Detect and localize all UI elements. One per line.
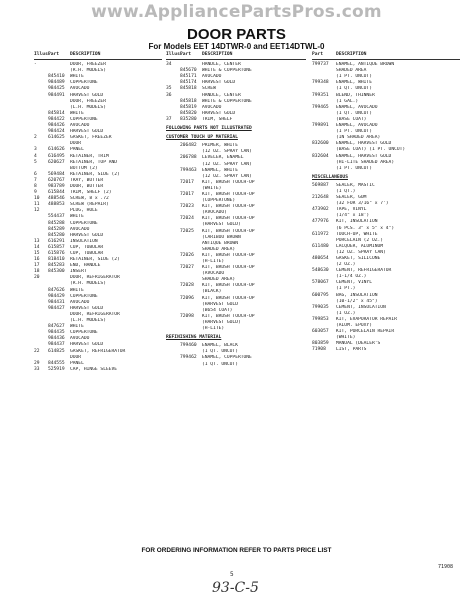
part-description: CEMENT, VINYL xyxy=(336,280,372,286)
part-description: (6 PCS. 3" x 5" x 4") xyxy=(336,225,395,231)
part-description: HARVEST GOLD xyxy=(70,342,104,348)
part-number: 480654 xyxy=(312,256,329,261)
handwritten-note: 93-C-5 xyxy=(212,580,259,596)
part-number: 845288 xyxy=(48,220,65,226)
part-description: KIT, BRUSH TOUCH-UP xyxy=(202,204,255,210)
part-number: 984425 xyxy=(48,86,65,92)
part-number: 799737 xyxy=(312,62,329,68)
part-number: 620627 xyxy=(48,159,65,165)
part-description: AVOCADO xyxy=(70,123,90,129)
part-number: 847626 xyxy=(48,287,65,293)
part-description: RETAINER, TOP AND xyxy=(70,159,118,165)
part-number: 578067 xyxy=(312,280,329,286)
part-number: 611480 xyxy=(312,243,329,249)
ordering-footer: FOR ORDERING INFORMATION REFER TO PARTS PRICE LIST xyxy=(141,547,332,554)
part-description: KIT, INSULATION xyxy=(336,219,378,225)
illus-number: 10 xyxy=(34,196,40,202)
illus-number: 35 xyxy=(166,86,172,92)
part-description: KIT, BRUSH TOUCH-UP xyxy=(202,179,255,185)
part-description: (1-1/4 OZ.) xyxy=(336,274,367,280)
part-description: WHITE xyxy=(70,287,84,293)
part-description: RETAINER, SIDE (2) xyxy=(70,171,120,177)
part-number: 832600 xyxy=(312,141,329,147)
part-description: TOUCH-UP, WHITE xyxy=(336,231,378,237)
part-description: DOOR, FREEZER xyxy=(70,98,106,104)
part-description: (1 OZ.) xyxy=(336,310,356,316)
part-description: INSULATION xyxy=(70,238,98,244)
part-description: DOOR, REFRIGERATOR xyxy=(70,275,120,281)
illus-number: 14 xyxy=(34,244,40,250)
part-number: 614825 xyxy=(48,348,65,354)
part-description: SEALER, GUM xyxy=(336,195,367,201)
part-description: KIT, BRUSH TOUCH-UP xyxy=(202,283,255,289)
part-description: CAP, HINGE SLEEVE xyxy=(70,366,118,372)
part-description: LIST, PARTS xyxy=(336,347,367,353)
part-number: 548630 xyxy=(312,268,329,274)
part-description: (HARVEST GOLD) xyxy=(202,222,241,228)
part-description: WHITE xyxy=(70,324,84,330)
part-description: ENAMEL, AVOCADO xyxy=(336,104,378,110)
part-description: PANEL xyxy=(70,360,84,366)
illus-number: 37 xyxy=(166,116,172,122)
part-description: PANEL xyxy=(70,147,84,153)
part-description: ENAMEL, ANTIQUE BROWN xyxy=(336,62,395,68)
part-description: COPPERTONE xyxy=(70,116,98,122)
part-number: 845818 xyxy=(180,98,197,104)
section-heading: MISCELLANEOUS xyxy=(312,174,348,180)
part-description: RETAINER, TRIM xyxy=(70,153,109,159)
part-description: (32 FOR 3/16" x 7') xyxy=(336,201,389,207)
part-description: BOTTOM (2) xyxy=(70,165,98,171)
part-number: 614625 xyxy=(48,135,65,141)
part-number: 206788 xyxy=(180,155,197,161)
part-description: SCREW, 8 x .72 xyxy=(70,196,109,202)
section-heading: REFINISHING MATERIAL xyxy=(166,335,222,341)
part-description: (HARVEST GOLD) xyxy=(202,319,241,325)
parts-list xyxy=(312,183,460,354)
part-number: 984427 xyxy=(48,305,65,311)
illus-number: 34 xyxy=(166,62,172,68)
part-number: 984436 xyxy=(48,336,65,342)
part-number: 803859 xyxy=(312,341,329,347)
part-description: (R.H. MODELS) xyxy=(70,68,106,74)
header-illus: Illus. xyxy=(166,52,183,57)
parts-column-2 xyxy=(166,52,306,368)
part-description: ENAMEL, WHITE xyxy=(336,80,372,86)
part-number: 72027 xyxy=(180,265,194,271)
part-description: KIT, BRUSH TOUCH-UP xyxy=(202,265,255,271)
illus-number: 20 xyxy=(34,275,40,281)
part-description: END, HANDLE xyxy=(70,263,101,269)
illus-number: 11 xyxy=(34,202,40,208)
part-description: KIT, BRUSH TOUCH-UP xyxy=(202,295,255,301)
part-description: DOOR, BUTTER xyxy=(70,183,104,189)
section-heading: FOLLOWING PARTS NOT ILLUSTRATED xyxy=(166,126,252,132)
illus-number: 12 xyxy=(34,208,40,214)
illus-number: 33 xyxy=(34,366,40,372)
part-number: 72028 xyxy=(180,283,194,289)
header-description: DESCRIPTION xyxy=(336,52,367,57)
part-description: KIT, BRUSH TOUCH-UP xyxy=(202,252,255,258)
part-number: 600795 xyxy=(312,292,329,298)
illus-number: 36 xyxy=(166,92,172,98)
part-number: 569484 xyxy=(48,171,65,177)
header-description: DESCRIPTION xyxy=(70,52,101,57)
part-number: 615857 xyxy=(48,244,65,250)
illus-number: 2 xyxy=(34,135,37,141)
illus-number: 7 xyxy=(34,177,37,183)
part-description: SHADED AREA) xyxy=(202,277,236,283)
part-description: (AVOCADO) xyxy=(202,210,227,216)
part-description: CEMENT, INSULATION xyxy=(336,304,386,310)
parts-list xyxy=(166,343,306,367)
part-number xyxy=(180,362,202,368)
part-description: (1 PT. UNCUT) xyxy=(336,165,372,171)
parts-list xyxy=(166,62,306,123)
part-number: 845819 xyxy=(180,104,197,110)
part-description: ENAMEL, AVOCADO xyxy=(336,123,378,129)
part-description: SHADED AREA xyxy=(336,68,367,74)
part-description: RETAINER, SIDE (2) xyxy=(70,257,120,263)
part-description: (12 OZ. SPRAY CAN) xyxy=(336,249,386,255)
part-number: 72017 xyxy=(180,191,194,197)
part-description: KIT, EVAPORATOR REPAIR xyxy=(336,316,397,322)
part-description: (L.H. MODELS) xyxy=(70,318,106,324)
part-description: TRAY, BUTTER xyxy=(70,177,104,183)
part-description: INSERT xyxy=(70,269,87,275)
part-description: DOOR xyxy=(70,141,82,147)
part-description: (HI-LITE SHADED AREA) xyxy=(336,159,395,165)
header-description: DESCRIPTION xyxy=(202,52,233,57)
part-description: (12 OZ. SPRAY CAN) xyxy=(202,173,252,179)
parts-list xyxy=(166,143,306,332)
part-description: AVOCADO xyxy=(70,226,90,232)
part-number: 72096 xyxy=(180,295,194,301)
illus-number xyxy=(166,326,180,332)
part-description: ENAMEL, HARVEST GOLD xyxy=(336,141,392,147)
part-description: TRIM, SHELF xyxy=(202,116,233,122)
part-description: (1 PT.) xyxy=(336,286,356,292)
part-description: (WHITE) xyxy=(336,335,356,341)
parts-list xyxy=(34,62,162,373)
illus-number: 17 xyxy=(34,263,40,269)
part-description: (1 QT. UNCUT) xyxy=(336,110,372,116)
part-number: 206482 xyxy=(180,143,197,149)
part-number: 72098 xyxy=(180,313,194,319)
part-number: 845820 xyxy=(180,110,197,116)
part-description: ENAMEL, COPPERTONE xyxy=(202,355,252,361)
part-number: 984437 xyxy=(48,342,65,348)
illus-number: 9 xyxy=(34,190,37,196)
part-description: WHITE & COPPERTONE xyxy=(202,68,252,74)
part-number: 799035 xyxy=(312,304,329,310)
part-number: 983789 xyxy=(48,183,65,189)
part-number: 847627 xyxy=(48,324,65,330)
part-description: HARVEST GOLD xyxy=(202,80,236,86)
part-description: COPPERTONE xyxy=(70,220,98,226)
part-description: MANUAL (DEALER'S xyxy=(336,341,381,347)
part-description: LACQUER, ALUMINUM xyxy=(336,243,384,249)
header-part-no: Part xyxy=(312,52,324,57)
part-number: 845289 xyxy=(48,226,65,232)
part-description: CEMENT, REFRIGERATOR xyxy=(336,268,392,274)
column-header xyxy=(312,52,460,60)
part-description: GASKET, SILICONE xyxy=(336,256,381,261)
illus-number: 29 xyxy=(34,360,40,366)
part-number: 845174 xyxy=(180,80,197,86)
part-description: BAG, INSULATION xyxy=(336,292,378,298)
column-header xyxy=(166,52,306,60)
part-row xyxy=(166,362,306,368)
page-title: DOOR PARTS xyxy=(187,26,286,43)
part-description: GASKET, FREEZER xyxy=(70,135,112,141)
illus-number: 6 xyxy=(34,171,37,177)
part-number: 614626 xyxy=(48,147,65,153)
parts-column-1 xyxy=(34,52,162,373)
illus-number: 5 xyxy=(34,159,37,165)
part-number: 799463 xyxy=(180,167,197,173)
header-part-no: Part xyxy=(48,52,60,57)
part-number: 72017 xyxy=(180,179,194,185)
part-number: 488853 xyxy=(48,202,65,208)
part-description: (BLACK) xyxy=(202,289,222,295)
part-number: 835280 xyxy=(180,116,197,122)
part-number: 984491 xyxy=(48,92,65,98)
part-description: (L.H. MODELS) xyxy=(70,104,106,110)
part-description: CUP, TUBULAR xyxy=(70,251,104,256)
part-description: AVOCADO xyxy=(202,74,222,80)
part-number: 620767 xyxy=(48,177,65,183)
part-number: 799351 xyxy=(312,92,329,98)
part-number: 72025 xyxy=(180,228,194,234)
part-number: 799891 xyxy=(312,123,329,129)
part-description: WHITE xyxy=(70,110,84,116)
watermark: www.AppliancePartsPros.com xyxy=(91,2,382,22)
part-description: (COPPERTONE) xyxy=(202,198,236,204)
part-description: PORCELAIN (2 OZ.) xyxy=(336,237,384,243)
illus-number xyxy=(166,362,180,368)
part-row xyxy=(312,347,460,353)
illus-number: - xyxy=(34,62,37,68)
part-number xyxy=(180,326,202,332)
part-description: SCREW xyxy=(202,86,216,92)
part-number: 845410 xyxy=(48,74,65,80)
part-number: 603057 xyxy=(312,329,329,335)
part-number: 72026 xyxy=(180,252,194,258)
part-description: (1 PT. UNCUT) xyxy=(336,74,372,80)
part-description: (10-1/2" x 45") xyxy=(336,298,378,304)
part-description: WHITE xyxy=(70,214,84,220)
illus-number: 8 xyxy=(34,183,37,189)
part-number: 984435 xyxy=(48,330,65,336)
part-number: 832604 xyxy=(312,153,329,159)
part-number: 845300 xyxy=(48,269,65,275)
part-description: SCREW (REPAIR) xyxy=(70,202,109,208)
illus-number: 13 xyxy=(34,238,40,244)
part-description: (B654 COAT) xyxy=(202,307,233,313)
part-number: 799465 xyxy=(312,104,329,110)
part-description: HANDLE, CENTER xyxy=(202,92,241,98)
part-description: (BASE COAT) (1 PT. UNCUT) xyxy=(336,147,406,153)
part-number: 212648 xyxy=(312,195,329,201)
part-number: 615876 xyxy=(48,251,65,256)
part-description: SEALER, MASTIC xyxy=(336,182,375,188)
parts-list xyxy=(312,62,460,172)
part-description: (R.H. MODELS) xyxy=(70,281,106,287)
part-description: (1/4" x 18') xyxy=(336,213,370,219)
part-number: 845283 xyxy=(48,263,65,269)
part-number: 71908 xyxy=(312,347,326,353)
part-description: CUP, TUBULAR xyxy=(70,244,104,250)
part-description: LEVELER, ENAMEL xyxy=(202,155,244,161)
part-number: 984424 xyxy=(48,129,65,135)
part-number: 984429 xyxy=(48,293,65,299)
header-illus: Illus. xyxy=(34,52,51,57)
part-description: ENAMEL, WHITE xyxy=(202,167,238,173)
part-number xyxy=(312,166,336,172)
part-description: HARVEST GOLD xyxy=(70,92,104,98)
part-description: HARVEST GOLD xyxy=(70,129,104,135)
part-number: 72023 xyxy=(180,204,194,210)
part-description: (WHITE) xyxy=(202,185,222,191)
part-number: 845171 xyxy=(180,74,197,80)
part-number: 616291 xyxy=(48,238,65,244)
part-description: HARVEST GOLD xyxy=(202,110,236,116)
part-description: (1 QT. UNCUT) xyxy=(336,86,372,92)
part-description: (BASE COAT) xyxy=(336,116,367,122)
part-row xyxy=(312,166,460,172)
part-number: 984426 xyxy=(48,123,65,129)
part-description: (HARVEST GOLD xyxy=(202,301,238,307)
part-description: (H-LITE) xyxy=(202,259,225,264)
part-number: 616495 xyxy=(48,153,65,159)
part-description: AVOCADO xyxy=(70,336,90,342)
section-heading: CUSTOMER TOUCH UP MATERIAL xyxy=(166,135,238,141)
part-description: SHADED AREA) xyxy=(202,246,236,252)
part-number: 473902 xyxy=(312,207,329,213)
part-number: 984431 xyxy=(48,299,65,305)
part-description: TAPE, VINYL xyxy=(336,207,367,213)
part-description: BLEND, THINNER xyxy=(336,92,375,98)
part-description: KIT, BRUSH TOUCH-UP xyxy=(202,191,255,197)
part-description: (1 QT. UNCUT) xyxy=(202,349,238,355)
part-description: AVOCADO xyxy=(70,299,90,305)
part-description: DOOR, FREEZER xyxy=(70,62,106,68)
part-row xyxy=(34,367,162,373)
part-description: (ALUM. EPOXY) xyxy=(336,323,372,329)
part-description: (1 PT. UNCUT) xyxy=(336,129,372,135)
part-description: TRIM, SHELF (2) xyxy=(70,190,112,196)
part-description: COPPERTONE xyxy=(70,80,98,86)
part-description: PLUG, HOLE xyxy=(70,208,98,214)
part-row xyxy=(166,326,306,332)
part-number: 984489 xyxy=(48,80,65,86)
part-number: 799853 xyxy=(312,316,329,322)
part-description: (2 OZ.) xyxy=(336,262,356,268)
part-number: 611972 xyxy=(312,231,329,237)
part-row xyxy=(166,117,306,123)
part-number: 845280 xyxy=(48,232,65,238)
part-description: (1 QT. UNCUT) xyxy=(202,361,238,367)
part-number: 845814 xyxy=(48,110,65,116)
part-description: (H-LITE) xyxy=(202,326,225,332)
part-number: 799348 xyxy=(312,80,329,86)
part-description: DOOR, REFRIGERATOR xyxy=(70,311,120,317)
illus-number: 22 xyxy=(34,348,40,354)
part-description: AVOCADO xyxy=(202,104,222,110)
part-description: DOOR xyxy=(70,354,82,360)
part-description: COPPERTONE xyxy=(70,293,98,299)
part-description: WHITE & COPPERTONE xyxy=(202,98,252,104)
part-description: HARVEST GOLD xyxy=(70,305,104,311)
part-number: 845670 xyxy=(180,68,197,74)
part-number: 818410 xyxy=(48,257,65,263)
part-number: 799460 xyxy=(180,343,197,349)
part-number: 488546 xyxy=(48,196,65,202)
part-number: 845818 xyxy=(180,86,197,92)
part-description: (IN SHADED AREA) xyxy=(336,135,381,141)
part-description: (12 OZ. SPRAY CAN) xyxy=(202,149,252,155)
part-description: (12 OZ. SPRAY CAN) xyxy=(202,161,252,167)
page-number: 5 xyxy=(230,571,234,578)
illus-number: 16 xyxy=(34,257,40,263)
part-description: KIT, BRUSH TOUCH-UP xyxy=(202,313,255,319)
part-description: HARVEST GOLD xyxy=(70,232,104,238)
illus-number: 15 xyxy=(34,251,40,256)
part-description: KIT, BRUSH TOUCH-UP xyxy=(202,216,255,222)
header-part-no: Part xyxy=(180,52,192,57)
part-description: KIT, PORCELAIN REPAIR xyxy=(336,329,395,335)
part-description: WHITE xyxy=(70,74,84,80)
part-description: ANTIQUE BROWN xyxy=(202,240,238,246)
part-description: KIT, BRUSH TOUCH-UP xyxy=(202,228,255,234)
part-number: 569887 xyxy=(312,182,329,188)
part-description: ENAMEL, HARVEST GOLD xyxy=(336,153,392,159)
part-number: 615844 xyxy=(48,190,65,196)
part-number: 72024 xyxy=(180,216,194,222)
part-description: (AVOCADO xyxy=(202,271,225,277)
illus-number: 4 xyxy=(34,153,37,159)
parts-column-3 xyxy=(312,52,460,354)
document-code: 71908 xyxy=(438,564,454,570)
column-header xyxy=(34,52,162,60)
part-description: ENAMEL, BLACK xyxy=(202,343,238,349)
part-number: 984422 xyxy=(48,116,65,122)
illus-number: 18 xyxy=(34,269,40,275)
part-number: 477976 xyxy=(312,219,329,225)
part-description: AVOCADO xyxy=(70,86,90,92)
part-description: (CARIBOU BROWN xyxy=(202,234,241,240)
page-subtitle: For Models EET 14DTWR-0 and EET14DTWL-0 xyxy=(148,42,325,51)
illus-number: 3 xyxy=(34,147,37,153)
part-number: 799462 xyxy=(180,355,197,361)
part-number: 525919 xyxy=(48,366,65,372)
part-description: HANDLE, CENTER xyxy=(202,62,241,68)
part-number: 844555 xyxy=(48,360,65,366)
part-description: GASKET, REFRIGERATOR xyxy=(70,348,126,354)
part-description: (1 GAL.) xyxy=(336,98,359,104)
part-description: COPPERTONE xyxy=(70,330,98,336)
part-number: 554437 xyxy=(48,214,65,220)
part-description: (1 QT.) xyxy=(336,188,356,194)
part-description: PRIMER, WHITE xyxy=(202,143,238,149)
